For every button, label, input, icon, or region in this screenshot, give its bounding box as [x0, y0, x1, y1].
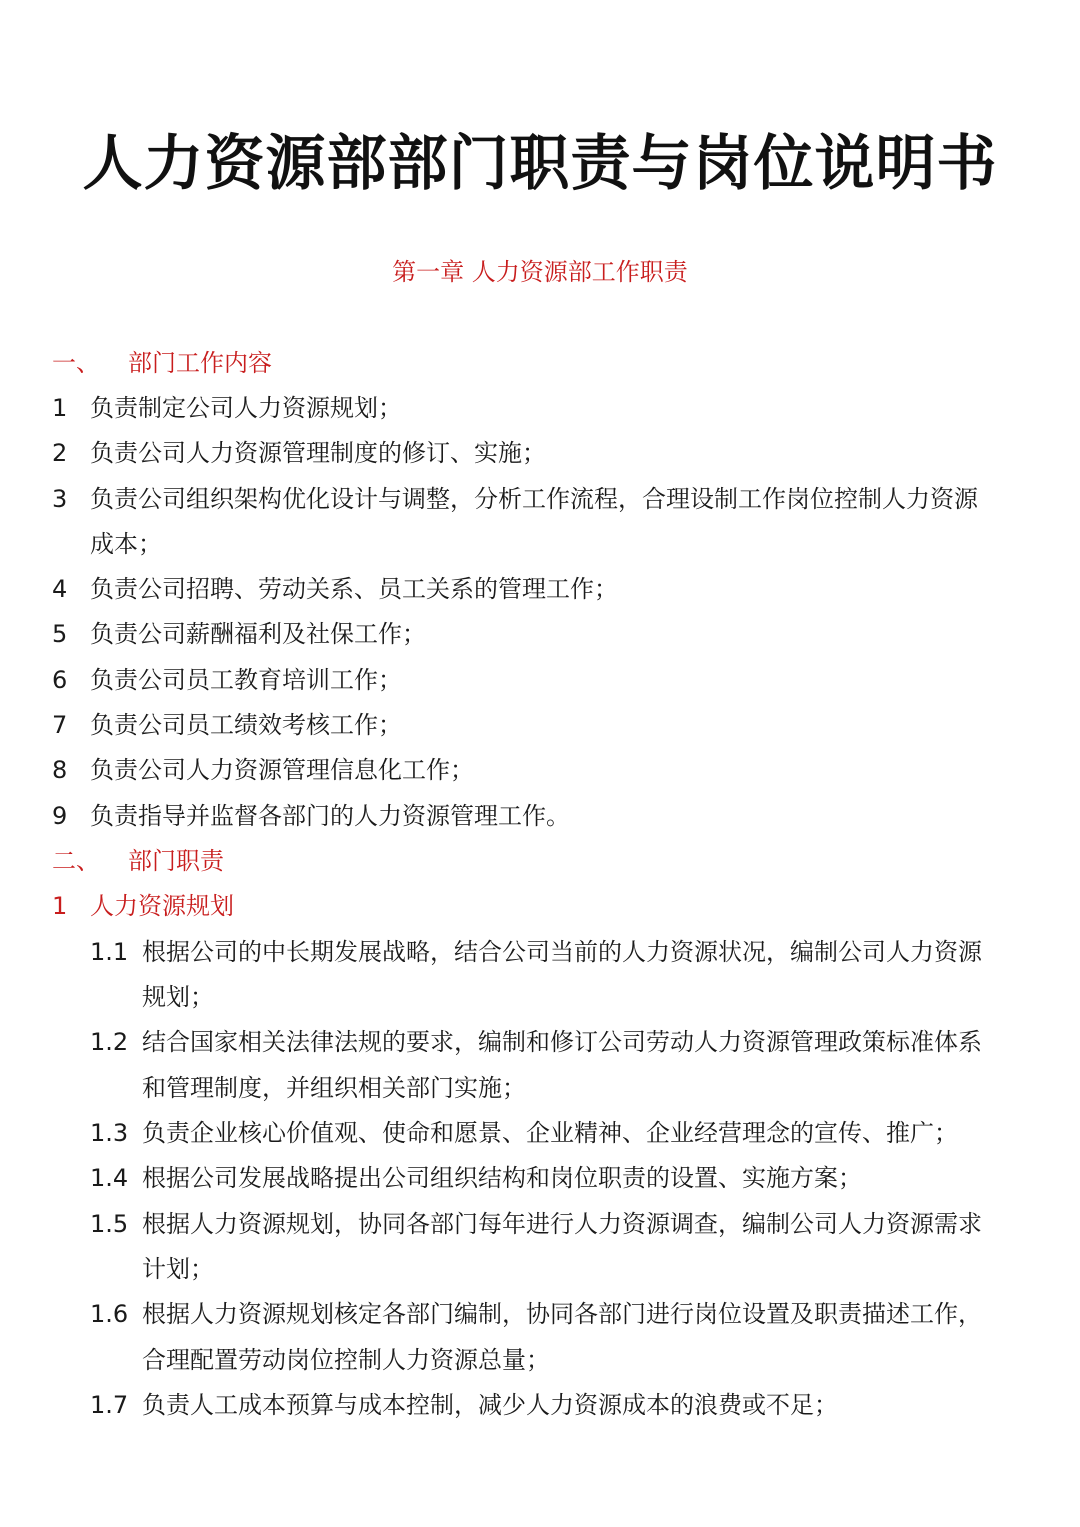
sub-item-number: 1.5 [90, 1210, 129, 1238]
sub-item-text: 规划； [142, 983, 214, 1011]
item-number: 4 [52, 575, 68, 603]
item-text: 负责公司员工绩效考核工作； [90, 711, 402, 739]
item-text: 负责公司人力资源管理制度的修订、实施； [90, 439, 546, 467]
item-text: 负责公司薪酬福利及社保工作； [90, 620, 426, 648]
item-text: 负责指导并监督各部门的人力资源管理工作。 [90, 802, 570, 830]
sub-item-text: 根据人力资源规划核定各部门编制，协同各部门进行岗位设置及职责描述工作， [142, 1300, 982, 1328]
item-number: 1 [52, 394, 68, 422]
subsection-number: 1 [52, 892, 68, 920]
item-text: 负责公司招聘、劳动关系、员工关系的管理工作； [90, 575, 618, 603]
sub-item-number: 1.3 [90, 1119, 129, 1147]
item-text: 成本； [90, 530, 162, 558]
item-number: 5 [52, 620, 68, 648]
page-title: 人力资源部部门职责与岗位说明书 [82, 129, 998, 199]
item-text: 负责公司人力资源管理信息化工作； [90, 756, 474, 784]
sub-item-number: 1.1 [90, 938, 129, 966]
item-text: 负责制定公司人力资源规划； [90, 394, 402, 422]
sub-item-number: 1.2 [90, 1028, 129, 1056]
sub-item-number: 1.6 [90, 1300, 129, 1328]
section-title: 部门职责 [128, 847, 224, 875]
item-number: 2 [52, 439, 68, 467]
item-number: 3 [52, 485, 68, 513]
item-number: 6 [52, 666, 68, 694]
sub-item-text: 根据人力资源规划，协同各部门每年进行人力资源调查，编制公司人力资源需求 [142, 1210, 982, 1238]
section-title: 部门工作内容 [128, 349, 272, 377]
section-number: 二、 [52, 847, 100, 875]
item-text: 负责公司组织架构优化设计与调整，分析工作流程，合理设制工作岗位控制人力资源 [90, 485, 978, 513]
sub-item-text: 计划； [142, 1255, 214, 1283]
chapter-heading: 第一章 人力资源部工作职责 [392, 258, 688, 286]
item-number: 7 [52, 711, 68, 739]
item-number: 9 [52, 802, 68, 830]
item-number: 8 [52, 756, 68, 784]
item-text: 负责公司员工教育培训工作； [90, 666, 402, 694]
sub-item-text: 根据公司的中长期发展战略，结合公司当前的人力资源状况，编制公司人力资源 [142, 938, 982, 966]
sub-item-number: 1.7 [90, 1391, 129, 1419]
sub-item-number: 1.4 [90, 1164, 129, 1192]
sub-item-text: 负责企业核心价值观、使命和愿景、企业精神、企业经营理念的宣传、推广； [142, 1119, 958, 1147]
sub-item-text: 和管理制度，并组织相关部门实施； [142, 1074, 526, 1102]
sub-item-text: 根据公司发展战略提出公司组织结构和岗位职责的设置、实施方案； [142, 1164, 862, 1192]
section-number: 一、 [52, 349, 100, 377]
subsection-title: 人力资源规划 [90, 892, 234, 920]
sub-item-text: 负责人工成本预算与成本控制，减少人力资源成本的浪费或不足； [142, 1391, 838, 1419]
sub-item-text: 结合国家相关法律法规的要求，编制和修订公司劳动人力资源管理政策标准体系 [142, 1028, 982, 1056]
sub-item-text: 合理配置劳动岗位控制人力资源总量； [142, 1346, 550, 1374]
